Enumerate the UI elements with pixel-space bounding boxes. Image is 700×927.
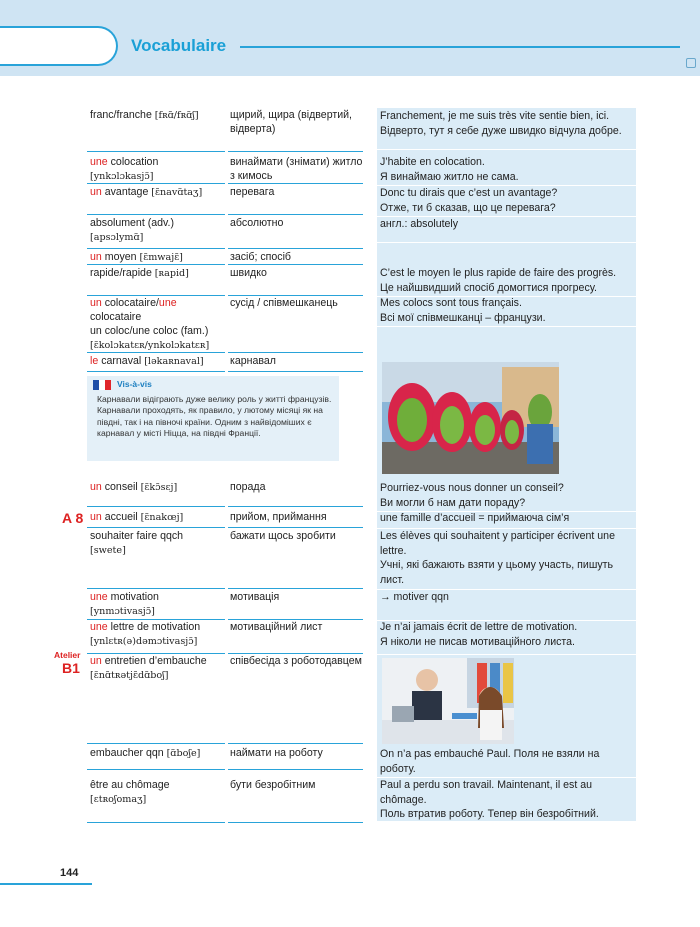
vis-a-vis-box — [87, 376, 339, 461]
example-sentence: J’habite en colocation. Я винаймаю житло не сама. — [380, 156, 519, 183]
vocab-entry — [87, 108, 363, 152]
french-term: un avantage [ɛ̃navɑ̃taʒ] — [90, 186, 203, 198]
corner-icon — [686, 58, 696, 68]
row-divider — [228, 527, 363, 528]
french-term: un accueil [ɛ̃nakœj] — [90, 511, 184, 523]
job-interview-photo — [382, 658, 514, 744]
example-divider — [377, 242, 636, 243]
ukrainian-translation: карнавал — [230, 355, 276, 367]
row-divider — [87, 264, 225, 265]
ukrainian-translation: щирий, щира (відвертий, відверта) — [230, 109, 352, 135]
ukrainian-translation: винаймати (знімати) житло з кимось — [230, 156, 363, 182]
row-divider — [228, 506, 363, 507]
example-sentence: C’est le moyen le plus rapide de faire des progrès. Це найшвидший спосіб домогтися прогресу. — [380, 267, 617, 294]
french-term: un colocataire/une colocataire un coloc/une coloc (fam.) [ɛ̃kolɔkatɛʀ/ynkolɔkatɛʀ] — [90, 297, 210, 351]
french-term: un moyen [ɛ̃mwajɛ̃] — [90, 251, 183, 263]
row-divider — [87, 822, 225, 823]
french-term: une colocation [ynkɔlɔkasjɔ̃] — [90, 156, 159, 182]
french-term: un conseil [ɛ̃kɔ̃sɛj] — [90, 481, 178, 493]
vocab-entry — [87, 654, 363, 744]
vocab-entry — [87, 185, 363, 215]
vocab-entry — [87, 529, 363, 589]
vocab-entry — [87, 480, 363, 507]
example-sentence: Franchement, je me suis très vite sentie bien, ici. Відверто, тут я себе дуже швидко відчула добре. — [380, 110, 622, 137]
vocab-entry — [87, 590, 363, 620]
row-divider — [228, 248, 363, 249]
row-divider — [87, 352, 225, 353]
french-flag-icon — [93, 380, 111, 390]
example-sentence: Les élèves qui souhaitent y participer écrivent une lettre. Учні, які бажають взяти у цьому участь, пишуть лист. — [380, 530, 615, 586]
ukrainian-translation: абсолютно — [230, 217, 284, 229]
vocab-entry — [87, 510, 363, 528]
vocab-entry — [87, 620, 363, 654]
row-divider — [87, 248, 225, 249]
page-title: Vocabulaire — [131, 36, 227, 55]
row-divider — [87, 743, 225, 744]
ukrainian-translation: наймати на роботу — [230, 747, 323, 759]
ukrainian-translation: бути безробітним — [230, 779, 316, 791]
row-divider — [87, 527, 225, 528]
example-sentence: Donc tu dirais que c’est un avantage? Отже, ти б сказав, що це перевага? — [380, 187, 558, 214]
french-term: souhaiter faire qqch [swete] — [90, 530, 184, 556]
example-sentence: une famille d’accueil = приймаюча сім’я — [380, 512, 570, 524]
header-tab — [0, 26, 118, 66]
page-number: 144 — [60, 867, 79, 879]
ukrainian-translation: мотиваційний лист — [230, 621, 323, 633]
row-divider — [228, 588, 363, 589]
section-label-a8: A 8 — [62, 510, 84, 526]
example-divider — [377, 149, 636, 150]
row-divider — [228, 822, 363, 823]
row-divider — [87, 506, 225, 507]
vocab-entry — [87, 250, 363, 265]
ukrainian-translation: прийом, приймання — [230, 511, 327, 523]
example-sentence: Mes colocs sont tous français. Всі мої співмешканці – французи. — [380, 297, 546, 324]
row-divider — [87, 371, 225, 372]
row-divider — [87, 214, 225, 215]
example-sentence: англ.: absolutely — [380, 218, 459, 230]
example-divider — [377, 822, 636, 823]
french-term: un entretien d’embauche [ɛ̃nɑ̃tʀətjɛ̃dɑ̃boʃ] — [90, 655, 207, 681]
french-term: franc/franche [fʀɑ̃/fʀɑ̃ʃ] — [90, 109, 199, 121]
vocab-entry — [87, 155, 363, 184]
section-label-b1: B1 — [62, 660, 80, 676]
french-term: le carnaval [ləkaʀnaval] — [90, 355, 204, 367]
page-header — [0, 0, 700, 76]
vis-a-vis-title: Vis-à-vis — [117, 379, 152, 389]
ukrainian-translation: сусід / співмешканець — [230, 297, 338, 309]
example-sentence: On n’a pas embauché Paul. Поля не взяли на роботу. — [380, 748, 600, 775]
footer-rule — [0, 883, 92, 885]
french-term: une motivation [ynmɔtivasjɔ̃] — [90, 591, 159, 617]
example-sentence: Je n’ai jamais écrit de lettre de motivation. Я ніколи не писав мотиваційного листа. — [380, 621, 578, 648]
row-divider — [87, 588, 225, 589]
row-divider — [87, 769, 225, 770]
row-divider — [87, 151, 225, 152]
row-divider — [228, 151, 363, 152]
vis-a-vis-text: Карнавали відіграють дуже велику роль у житті французів. Карнавали проходять, як правило, у лютому місяці як на півдні, так і на півночі країни. Одним з найвідоміших є карнавал у місті Ніцца, на півдні Франції. — [97, 394, 332, 439]
example-divider — [377, 326, 636, 327]
ukrainian-translation: порада — [230, 481, 266, 493]
row-divider — [228, 743, 363, 744]
row-divider — [87, 183, 225, 184]
vocab-entry — [87, 746, 363, 770]
vocab-entry — [87, 354, 363, 372]
example-sentence: Pourriez-vous nous donner un conseil? Ви могли б нам дати пораду? — [380, 482, 564, 509]
example-sentence: Paul a perdu son travail. Maintenant, il est au chômage. Поль втратив роботу. Тепер він безробітний. — [380, 779, 599, 820]
french-term: une lettre de motivation [ynlɛtʀ(ə)dəmɔtivasjɔ̃] — [90, 621, 201, 647]
vocab-entry — [87, 778, 363, 823]
vocab-entry — [87, 216, 363, 249]
ukrainian-translation: швидко — [230, 267, 267, 279]
atelier-label: Atelier — [54, 650, 81, 660]
french-term: être au chômage [ɛtʀoʃomaʒ] — [90, 779, 170, 805]
header-rule — [240, 46, 680, 48]
ukrainian-translation: мотивація — [230, 591, 280, 603]
row-divider — [228, 264, 363, 265]
example-sentence: → motiver qqn — [380, 591, 449, 603]
row-divider — [228, 371, 363, 372]
ukrainian-translation: перевага — [230, 186, 275, 198]
ukrainian-translation: бажати щось зробити — [230, 530, 336, 542]
french-term: absolument (adv.) [apsɔlymɑ̃] — [90, 217, 175, 243]
row-divider — [228, 769, 363, 770]
row-divider — [228, 352, 363, 353]
ukrainian-translation: співбесіда з роботодавцем — [230, 655, 362, 667]
carnival-photo — [382, 362, 559, 474]
row-divider — [228, 214, 363, 215]
row-divider — [228, 183, 363, 184]
vocab-entry — [87, 296, 363, 353]
example-divider — [377, 654, 636, 655]
ukrainian-translation: засіб; спосіб — [230, 251, 291, 263]
vocab-entry — [87, 266, 363, 296]
french-term: rapide/rapide [ʀapid] — [90, 267, 189, 279]
french-term: embaucher qqn [ɑ̃boʃe] — [90, 747, 201, 759]
